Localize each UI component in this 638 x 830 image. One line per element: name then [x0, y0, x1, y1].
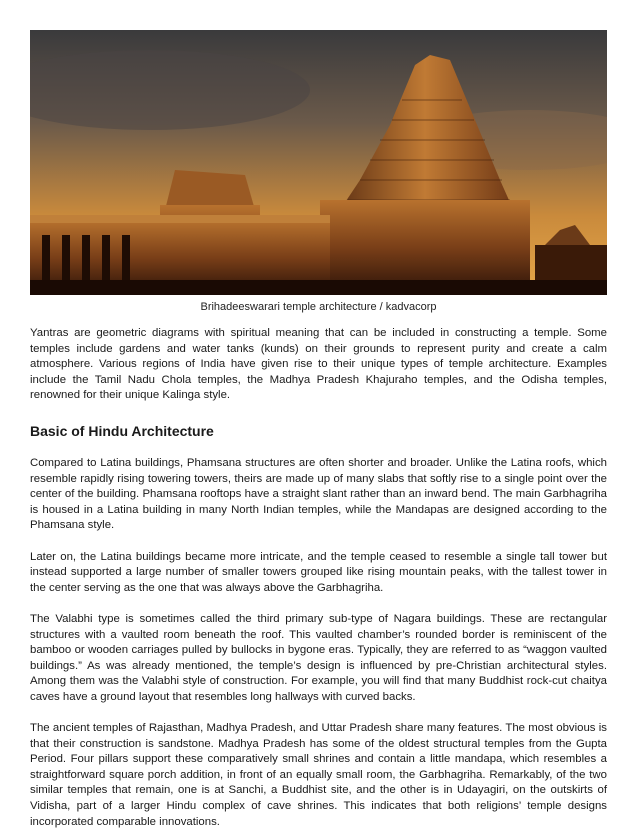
figure-caption: Brihadeeswarari temple architecture / kadvacorp [200, 301, 437, 313]
body-paragraph: Later on, the Latina buildings became more intricate, and the temple ceased to resemble a single tall tower but instead supported a large number of smaller towers grouped like rising mountain peaks, with the tallest tower in the center serving as the one that was always above the Garbhagriha. [30, 550, 607, 594]
temple-photo [30, 30, 607, 295]
body-paragraph: The ancient temples of Rajasthan, Madhya Pradesh, and Uttar Pradesh share many features. The most obvious is that their construction is sandstone. Madhya Pradesh has some of the oldest structural temples from the Gupta Period. Four pillars support these comparatively small shrines and contain a little mandapa, which resembles a straightforward square porch addition, in front of an equally small room, the Garbhagriha. Remarkably, of the two similar temples that remain, one is at Sanchi, a Buddhist site, and the other is in Udayagiri, on the outskirts of Vidisha, part of a larger Hindu complex of cave shrines. This indicates that both religions’ temple designs incorporated comparable innovations. [30, 722, 607, 828]
article-body [30, 322, 607, 830]
body-paragraph: The Valabhi type is sometimes called the third primary sub-type of Nagara buildings. These are rectangular structures with a vaulted room beneath the roof. This vaulted chamber’s rounded border is reminiscent of the bamboo or wooden carriages pulled by bullocks in bygone eras. Typically, they are referred to as “waggon vaulted buildings.” As was already mentioned, the temple’s design is influenced by pre-Christian architectural styles. Among them was the Valabhi style of construction. For example, you will find that many Buddhist rock-cut chaitya caves have a ground layout that resembles long hallways with curved backs. [30, 612, 607, 703]
section-heading: Basic of Hindu Architecture [30, 422, 214, 439]
body-paragraph: Compared to Latina buildings, Phamsana structures are often shorter and broader. Unlike the Latina roofs, which resemble rapidly rising towering towers, theirs are made up of many slabs that softly rise to a single point over the center of the building. Phamsana rooftops have a straight slant rather than an inward bend. The main Garbhagriha is housed in a Latina building in many North Indian temples, while the Mandapas are designed according to the Phamsana style. [30, 456, 607, 532]
intro-paragraph: Yantras are geometric diagrams with spiritual meaning that can be included in constructing a temple. Some temples include gardens and water tanks (kunds) on their grounds to represent purity and create a calm atmosphere. Various regions of India have given rise to their unique types of temple architecture. Examples include the Tamil Nadu Chola temples, the Madhya Pradesh Khajuraho temples, and the Odisha temples, renowned for their unique Kalinga style. [30, 327, 607, 402]
